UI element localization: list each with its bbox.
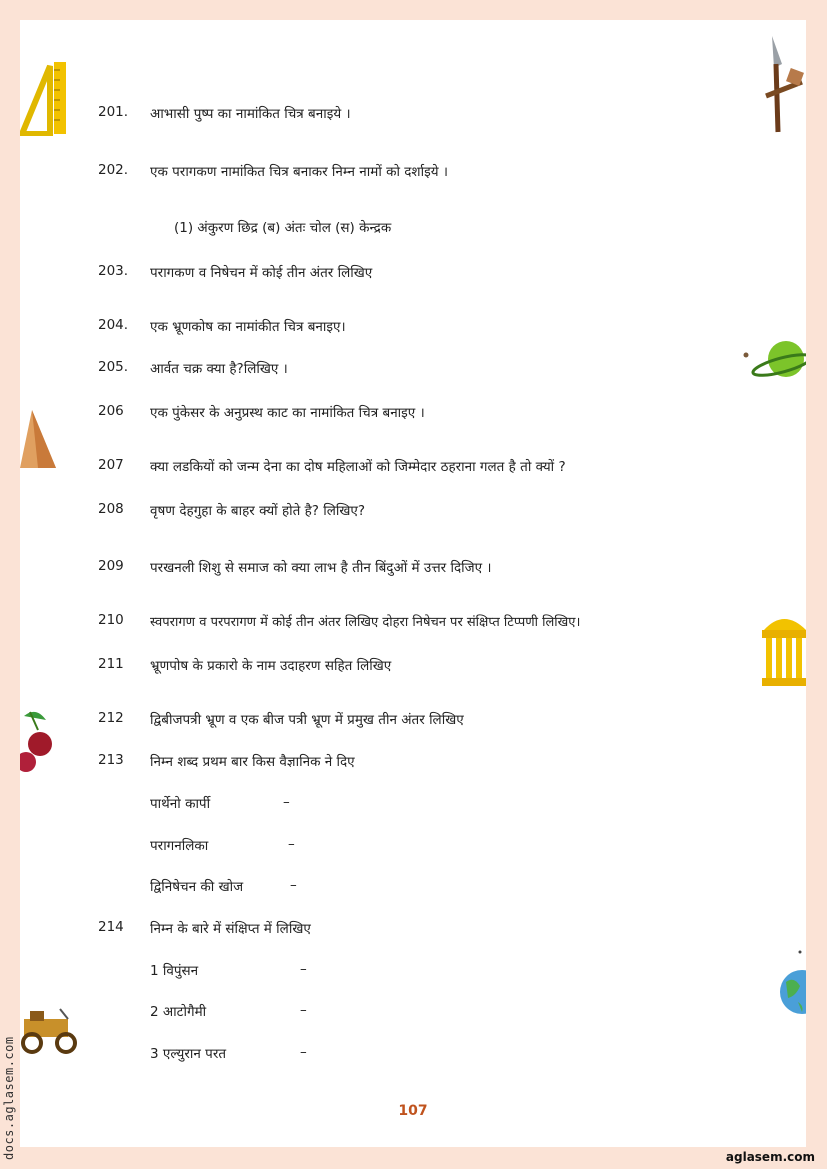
question-204: [98, 317, 778, 335]
corner-watermark: aglasem.com: [725, 1150, 815, 1164]
question-number: 212: [98, 710, 124, 726]
question-203: [98, 263, 778, 281]
q214-term: 2 आटोगैमी: [150, 1004, 207, 1020]
q214-dash: –: [300, 1002, 307, 1018]
question-202: [98, 162, 778, 180]
question-text: क्या लडकियों को जन्म देना का दोष महिलाओं को जिम्मेदार ठहराना गलत है तो क्यों ?: [150, 459, 566, 475]
ruler-triangle-clipart: [20, 60, 68, 136]
question-text: परागकण व निषेचन में कोई तीन अंतर लिखिए: [150, 265, 373, 281]
question-text: आभासी पुष्प का नामांकित चित्र बनाइये ।: [150, 106, 351, 122]
question-202-parts: (1) अंकुरण छिद्र (ब) अंतः चोल (स) केन्द्रक: [174, 220, 392, 236]
question-text: निम्न के बारे में संक्षिप्त में लिखिए: [150, 921, 311, 937]
q214-term: 1 विपुंसन: [150, 963, 199, 979]
question-201: [98, 104, 778, 122]
page-number: 107: [398, 1103, 428, 1119]
pyramid-clipart: [20, 408, 58, 470]
cherries-clipart: [20, 706, 56, 776]
page: [20, 20, 806, 1147]
q213-term: द्विनिषेचन की खोज: [150, 879, 244, 895]
question-number: 211: [98, 656, 124, 672]
question-text: परखनली शिशु से समाज को क्या लाभ है तीन बिंदुओं में उत्तर दिजिए ।: [150, 560, 492, 576]
globe-clipart: [778, 948, 806, 1020]
question-208: [98, 501, 778, 519]
q213-term: पार्थेनो कार्पी: [150, 796, 211, 812]
q214-dash: –: [300, 961, 307, 977]
question-212: [98, 710, 778, 728]
question-number: 207: [98, 457, 124, 473]
q213-dash: –: [290, 877, 297, 893]
question-209: [98, 558, 778, 576]
question-number: 213: [98, 752, 124, 768]
q213-dash: –: [283, 794, 290, 810]
vintage-car-clipart: [20, 1005, 82, 1057]
q214-term: 3 एल्युरान परत: [150, 1046, 227, 1062]
question-number: 214: [98, 919, 124, 935]
question-207: [98, 457, 778, 475]
question-206: [98, 403, 778, 421]
question-text: आर्वत चक्र क्या है?लिखिए ।: [150, 361, 288, 377]
question-number: 208: [98, 501, 124, 517]
question-text: स्वपरागण व परपरागण में कोई तीन अंतर लिखिए दोहरा निषेचन पर संक्षिप्त टिप्पणी लिखिए।: [150, 615, 581, 630]
question-number: 205.: [98, 359, 129, 375]
question-number: 206: [98, 403, 124, 419]
question-text: एक पुंकेसर के अनुप्रस्थ काट का नामांकित चित्र बनाइए ।: [150, 405, 425, 421]
q213-dash: –: [288, 836, 295, 852]
question-213: [98, 752, 778, 770]
question-number: 201.: [98, 104, 129, 120]
question-number: 210: [98, 612, 124, 628]
question-text: एक भ्रूणकोष का नामांकीत चित्र बनाइए।: [150, 319, 346, 335]
question-number: 203.: [98, 263, 129, 279]
question-text: निम्न शब्द प्रथम बार किस वैज्ञानिक ने दिए: [150, 754, 355, 770]
question-205: [98, 359, 778, 377]
side-watermark: docs.aglasem.com: [2, 1036, 16, 1160]
question-211: [98, 656, 778, 674]
question-text: एक परागकण नामांकित चित्र बनाकर निम्न नामों को दर्शाइये ।: [150, 164, 448, 180]
question-number: 204.: [98, 317, 129, 333]
question-text: वृषण देहगुहा के बाहर क्यों होते है? लिखिए?: [150, 503, 366, 519]
question-text: भ्रूणपोष के प्रकारो के नाम उदाहरण सहित लिखिए: [150, 658, 392, 674]
question-214: [98, 919, 778, 937]
question-210: [98, 612, 778, 630]
question-number: 202.: [98, 162, 129, 178]
q214-dash: –: [300, 1044, 307, 1060]
q213-term: परागनलिका: [150, 838, 209, 854]
question-number: 209: [98, 558, 124, 574]
question-text: द्विबीजपत्री भ्रूण व एक बीज पत्री भ्रूण में प्रमुख तीन अंतर लिखिए: [150, 712, 464, 728]
